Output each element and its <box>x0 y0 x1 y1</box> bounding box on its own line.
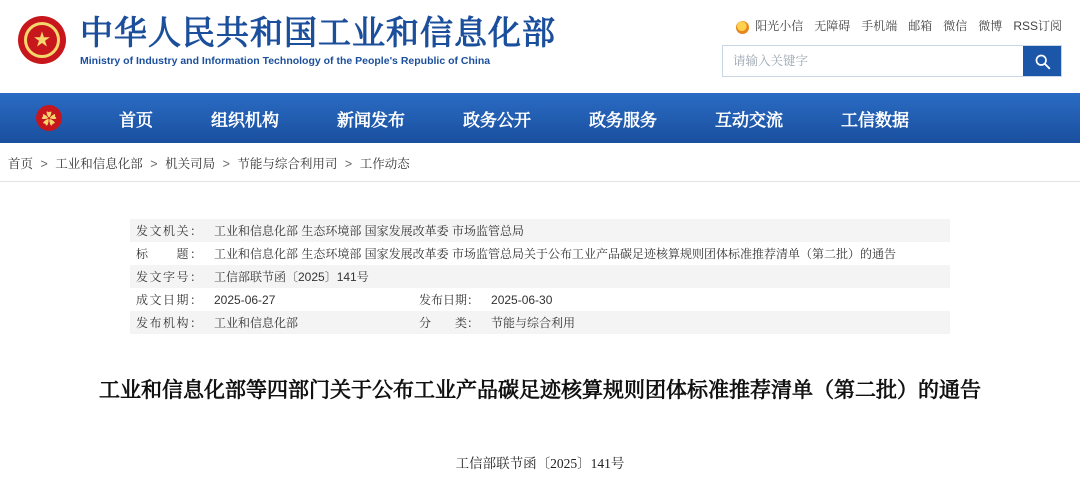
top-link-sunshine[interactable]: 阳光小信 <box>755 18 804 33</box>
meta-label-category: 分 类： <box>419 316 480 330</box>
meta-value-publishdate: 2025-06-30 <box>491 292 553 307</box>
search-input[interactable] <box>723 46 1023 76</box>
meta-label-publisher: 发布机构： <box>136 316 202 330</box>
nav-item-news[interactable]: 新闻发布 <box>337 110 405 130</box>
table-row <box>130 288 950 311</box>
top-link-weibo[interactable]: 微博 <box>978 18 1003 33</box>
star-icon: ★ <box>33 30 51 50</box>
meta-value-docnumber: 工信部联节函〔2025〕141号 <box>214 270 369 284</box>
top-link-accessibility[interactable]: 无障碍 <box>814 18 851 33</box>
nav-item-data[interactable]: 工信数据 <box>841 110 909 130</box>
ministry-logo-icon: ✿ <box>36 105 62 131</box>
breadcrumb-item-work-updates[interactable]: 工作动态 <box>359 157 410 171</box>
meta-label-writtendate: 成文日期： <box>136 293 202 307</box>
meta-label-docnumber: 发文字号： <box>136 270 202 284</box>
top-link-mobile[interactable]: 手机端 <box>861 18 898 33</box>
site-header <box>0 0 1080 93</box>
search-bar <box>722 45 1062 77</box>
breadcrumb-item-departments[interactable]: 机关司局 <box>165 157 216 171</box>
search-button[interactable] <box>1023 46 1061 76</box>
table-row <box>130 265 950 288</box>
meta-value-writtendate: 2025-06-27 <box>214 292 276 307</box>
national-emblem-icon <box>18 16 66 64</box>
header-right <box>722 16 1062 77</box>
site-title-en: Ministry of Industry and Information Technology of the People's Republic of China <box>80 54 491 67</box>
article-content <box>0 219 1080 472</box>
document-meta-table <box>130 219 950 334</box>
nav-item-government-disclosure[interactable]: 政务公开 <box>463 110 531 130</box>
meta-value-category: 节能与综合利用 <box>491 316 576 330</box>
top-link-mail[interactable]: 邮箱 <box>908 18 933 33</box>
top-links <box>722 16 1062 34</box>
meta-label-issuer: 发文机关： <box>136 224 202 238</box>
table-row <box>130 311 950 334</box>
nav-item-organization[interactable]: 组织机构 <box>211 110 279 130</box>
meta-label-title: 标 题： <box>136 247 202 261</box>
breadcrumb-separator: > <box>222 157 230 171</box>
main-nav <box>0 93 1080 143</box>
meta-label-publishdate: 发布日期： <box>419 293 480 307</box>
breadcrumb-separator: > <box>344 157 353 171</box>
sun-icon <box>736 21 749 34</box>
nav-item-interaction[interactable]: 互动交流 <box>715 110 783 130</box>
table-row <box>130 242 950 265</box>
breadcrumb-item-energy-dept[interactable]: 节能与综合利用司 <box>237 157 338 171</box>
site-title-block <box>80 14 556 67</box>
breadcrumb-item-home[interactable]: 首页 <box>8 157 34 171</box>
page-title: 工业和信息化部等四部门关于公布工业产品碳足迹核算规则团体标准推荐清单（第二批）的通告 <box>99 379 981 402</box>
top-link-wechat[interactable]: 微信 <box>943 18 968 33</box>
meta-value-issuer: 工业和信息化部 生态环境部 国家发展改革委 市场监管总局 <box>214 224 525 238</box>
site-title-cn: 中华人民共和国工业和信息化部 <box>80 14 556 51</box>
search-icon <box>1034 53 1051 70</box>
breadcrumb-separator: > <box>40 157 48 171</box>
breadcrumb <box>0 143 1080 182</box>
breadcrumb-item-ministry[interactable]: 工业和信息化部 <box>55 157 143 171</box>
national-emblem <box>18 16 66 64</box>
document-number: 工信部联节函〔2025〕141号 <box>455 456 625 472</box>
table-row <box>130 219 950 242</box>
nav-item-home[interactable]: 首页 <box>119 110 153 130</box>
nav-item-government-services[interactable]: 政务服务 <box>589 110 657 130</box>
breadcrumb-separator: > <box>150 157 158 171</box>
meta-value-title: 工业和信息化部 生态环境部 国家发展改革委 市场监管总局关于公布工业产品碳足迹核算规则团体标准推荐清单（第二批）的通告 <box>214 247 897 261</box>
meta-value-publisher: 工业和信息化部 <box>214 316 299 330</box>
top-link-rss[interactable]: RSS订阅 <box>1013 18 1062 33</box>
